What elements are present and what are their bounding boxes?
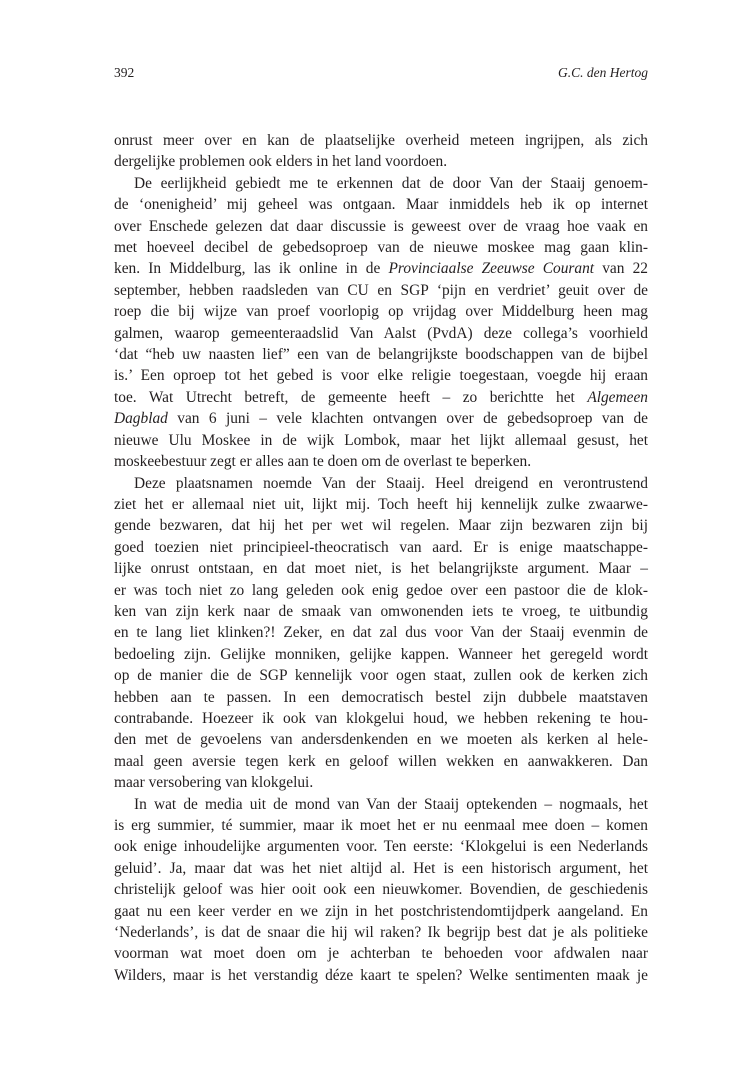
- text-run: er was toch niet zo lang geleden ook enig gedoe over een pastoor die de klok-: [114, 581, 648, 599]
- text-line: [114, 622, 648, 643]
- text-run: onrust meer over en kan de plaatselijke overheid meteen ingrijpen, als zich: [114, 132, 648, 149]
- text-line: [114, 130, 648, 151]
- text-line: [114, 965, 648, 986]
- italic-title: Algemeen: [587, 388, 648, 406]
- text-line: [114, 473, 648, 494]
- text-line: [114, 237, 648, 258]
- text-line: [114, 687, 648, 708]
- text-line: [114, 344, 648, 365]
- text-line: [114, 173, 648, 194]
- page-header: [114, 64, 648, 82]
- text-run: ken. In Middelburg, las ik online in de: [114, 260, 389, 278]
- text-run: goed toezien niet principieel-theocratisch van aard. Er is enige maatschappe-: [114, 538, 648, 556]
- text-line: [114, 729, 648, 750]
- text-run: lijke onrust ontstaan, en dat moet niet, is het belangrijkste argument. Maar –: [114, 560, 648, 578]
- text-run: nieuwe Ulu Moskee in de wijk Lombok, maar het lijkt allemaal gesust, het: [114, 431, 648, 449]
- text-run: op de manier die de SGP kennelijk voor ogen staat, zullen ook de kerken zich: [114, 667, 648, 685]
- italic-title: Dagblad: [114, 410, 168, 428]
- text-line: [114, 301, 648, 322]
- text-run: geluid’. Ja, maar dat was het niet altijd al. Het is een historisch argument, het: [114, 859, 648, 877]
- text-line: [114, 601, 648, 622]
- text-line: [114, 708, 648, 729]
- text-run: toe. Wat Utrecht betreft, de gemeente heeft – zo berichtte het: [114, 388, 588, 406]
- text-run: De eerlijkheid gebiedt me te erkennen dat de door Van der Staaij genoem-: [134, 174, 648, 192]
- text-run: hebben aan te passen. In een democratisch bestel zijn dubbele maatstaven: [114, 688, 648, 706]
- text-line: [114, 879, 648, 900]
- text-run: ziet het er allemaal niet uit, lijkt mij. Toch heeft hij kennelijk zulke zwaarwe-: [114, 495, 648, 513]
- text-line: [114, 772, 648, 793]
- text-run: de ‘onenigheid’ mij geheel was ontgaan. Maar inmiddels heb ik op internet: [114, 196, 648, 214]
- text-run: contrabande. Hoezeer ik ook van klokgelui houd, we hebben rekening te hou-: [114, 709, 648, 727]
- text-line: [114, 644, 648, 665]
- text-run: ‘Nederlands’, is dat de snaar die hij wil raken? Ik begrijp best dat je als politieke: [114, 924, 648, 942]
- text-run: voorman wat moet doen om je achterban te behoeden voor afdwalen naar: [114, 945, 648, 963]
- text-run: en te lang liet klinken?! Zeker, en dat zal dus voor Van der Staaij evenmin de: [114, 624, 648, 642]
- text-run: van 22: [594, 260, 649, 278]
- text-line: [114, 794, 648, 815]
- text-run: ook enige inhoudelijke argumenten voor. Ten eerste: ‘Klokgelui is een Nederlands: [114, 838, 648, 856]
- text-line: [114, 922, 648, 943]
- text-line: [114, 258, 648, 279]
- text-run: Wilders, maar is het verstandig déze kaart te spelen? Welke sentimenten maak je: [114, 966, 648, 984]
- text-line: [114, 280, 648, 301]
- text-run: roep die bij wijze van proef voorlopig op vrijdag over Middelburg heen mag: [114, 303, 648, 321]
- text-run: christelijk geloof was hier ooit ook een nieuwkomer. Bovendien, de geschiedenis: [114, 881, 648, 899]
- text-run: met hoeveel decibel de gebedsoproep van de nieuwe moskee mag gaan klin-: [114, 239, 648, 257]
- text-line: [114, 194, 648, 215]
- text-line: [114, 451, 648, 472]
- text-run: over Enschede gelezen dat daar discussie is geweest over de vraag hoe vaak en: [114, 217, 648, 235]
- italic-title: Provinciaalse Zeeuwse Courant: [388, 260, 595, 278]
- text-line: [114, 943, 648, 964]
- text-line: [114, 494, 648, 515]
- text-run: In wat de media uit de mond van Van der Staaij optekenden – nogmaals, het: [134, 795, 648, 813]
- text-run: september, hebben raadsleden van CU en SGP ‘pijn en verdriet’ geuit over de: [114, 281, 648, 299]
- text-line: [114, 901, 648, 922]
- text-run: den met de gevoelens van andersdenkenden en we moeten als kerken al hele-: [114, 731, 648, 749]
- text-line: [114, 365, 648, 386]
- text-line: [114, 836, 648, 857]
- text-line: [114, 558, 648, 579]
- running-head: G.C. den Hertog: [558, 65, 648, 80]
- text-line: [114, 751, 648, 772]
- text-run: ken van zijn kerk naar de smaak van omwonenden iets te vroeg, te uitbundig: [114, 602, 648, 620]
- text-run: gende bezwaren, dat hij het per wet wil regelen. Maar zijn bezwaren zijn bij: [114, 517, 648, 535]
- text-line: [114, 665, 648, 686]
- text-line: [114, 151, 648, 172]
- text-line: [114, 387, 648, 408]
- text-run: van 6 juni – vele klachten ontvangen over de gebedsoproep van de: [167, 410, 648, 428]
- text-run: ‘dat “heb uw naasten lief” een van de belangrijkste boodschappen van de bijbel: [114, 346, 648, 364]
- text-run: galmen, waarop gemeenteraadslid Van Aalst (PvdA) deze collega’s voorhield: [114, 324, 648, 342]
- body-text: [114, 130, 648, 986]
- text-run: bedoeling zijn. Gelijke monniken, gelijke kappen. Wanneer het geregeld wordt: [114, 645, 648, 663]
- text-line: [114, 323, 648, 344]
- text-run: gaat nu een keer verder en we zijn in het postchristendomtijdperk aangeland. En: [114, 902, 648, 920]
- text-run: moskeebestuur zegt er alles aan te doen om de overlast te beperken.: [114, 453, 532, 471]
- text-run: maar versobering van klokgelui.: [114, 774, 314, 792]
- text-line: [114, 815, 648, 836]
- text-line: [114, 408, 648, 429]
- text-run: Deze plaatsnamen noemde Van der Staaij. Heel dreigend en verontrustend: [134, 474, 648, 492]
- text-run: is erg summier, té summier, maar ik moet het er nu eenmaal mee doen – komen: [114, 817, 648, 834]
- page-number: 392: [114, 65, 135, 80]
- text-line: [114, 216, 648, 237]
- text-line: [114, 430, 648, 451]
- text-line: [114, 537, 648, 558]
- text-line: [114, 515, 648, 536]
- text-run: maal geen aversie tegen kerk en geloof willen wekken en aanwakkeren. Dan: [114, 752, 648, 770]
- text-run: is.’ Een oproep tot het gebed is voor elke religie toegestaan, voegde hij eraan: [114, 367, 648, 385]
- text-line: [114, 858, 648, 879]
- text-run: dergelijke problemen ook elders in het land voordoen.: [114, 153, 448, 171]
- text-line: [114, 580, 648, 601]
